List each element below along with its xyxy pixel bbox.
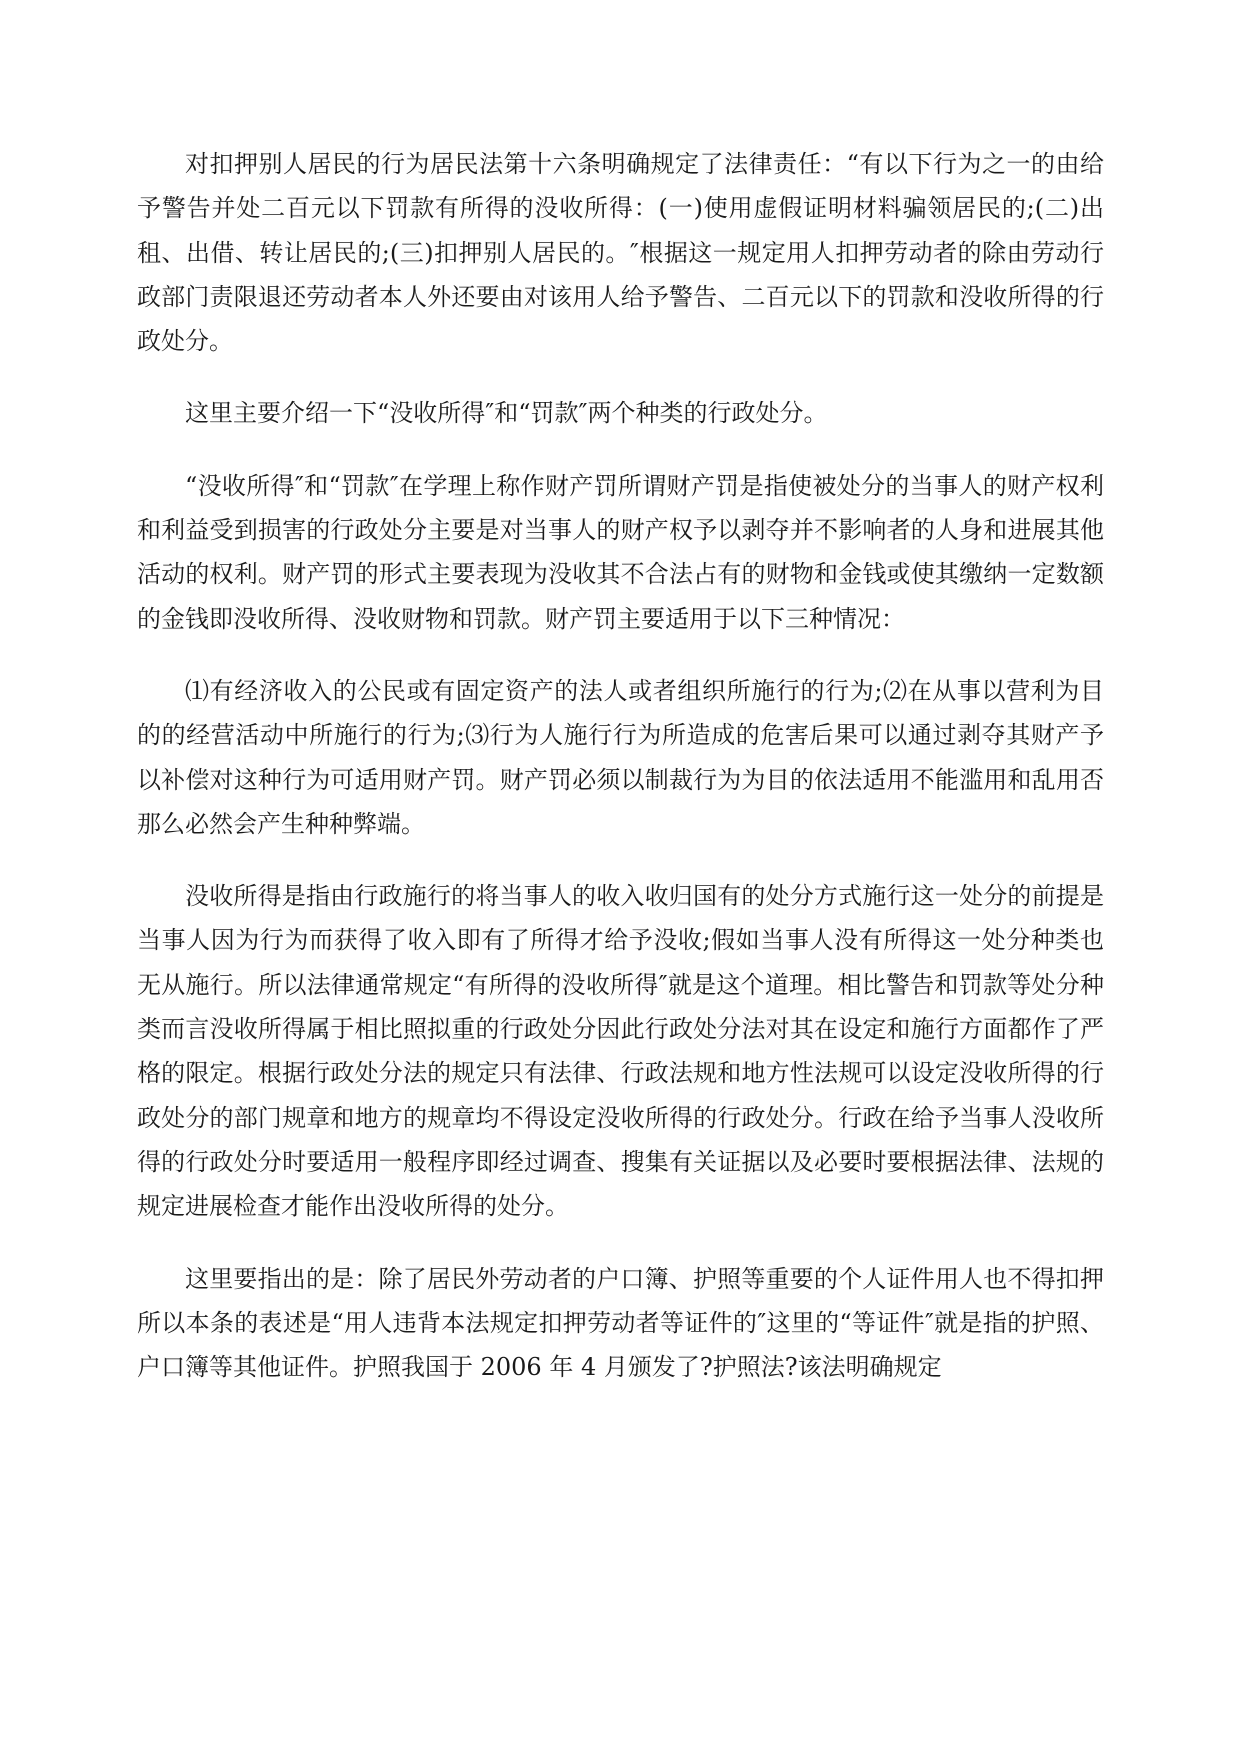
paragraph-6: 这里要指出的是：除了居民外劳动者的户口簿、护照等重要的个人证件用人也不得扣押所以本条的表述是“用人违背本法规定扣押劳动者等证件的″这里的“等证件″就是指的护照、户口簿等其他证件。护照我国于 2006 年 4 月颁发了?护照法?该法明确规定 xyxy=(137,1264,1104,1382)
paragraph-5: 没收所得是指由行政施行的将当事人的收入收归国有的处分方式施行这一处分的前提是当事人因为行为而获得了收入即有了所得才给予没收;假如当事人没有所得这一处分种类也无从施行。所以法律通常规定“有所得的没收所得″就是这个道理。相比警告和罚款等处分种类而言没收所得属于相比照拟重的行政处分因此行政处分法对其在设定和施行方面都作了严格的限定。根据行政处分法的规定只有法律、行政法规和地方性法规可以设定没收所得的行政处分的部门规章和地方的规章均不得设定没收所得的行政处分。行政在给予当事人没收所得的行政处分时要适用一般程序即经过调查、搜集有关证据以及必要时要根据法律、法规的规定进展检查才能作出没收所得的处分。 xyxy=(137,882,1104,1221)
paragraph-1: 对扣押别人居民的行为居民法第十六条明确规定了法律责任：“有以下行为之一的由给予警告并处二百元以下罚款有所得的没收所得：(一)使用虚假证明材料骗领居民的;(二)出租、出借、转让居民的;(三)扣押别人居民的。″根据这一规定用人扣押劳动者的除由劳动行政部门责限退还劳动者本人外还要由对该用人给予警告、二百元以下的罚款和没收所得的行政处分。 xyxy=(137,150,1104,356)
document-body xyxy=(137,142,1104,1417)
paragraph-2: 这里主要介绍一下“没收所得″和“罚款″两个种类的行政处分。 xyxy=(185,399,828,428)
paragraph-3: “没收所得″和“罚款″在学理上称作财产罚所谓财产罚是指使被处分的当事人的财产权利和利益受到损害的行政处分主要是对当事人的财产权予以剥夺并不影响者的人身和进展其他活动的权利。财产罚的形式主要表现为没收其不合法占有的财物和金钱或使其缴纳一定数额的金钱即没收所得、没收财物和罚款。财产罚主要适用于以下三种情况： xyxy=(137,471,1104,633)
paragraph-4: ⑴有经济收入的公民或有固定资产的法人或者组织所施行的行为;⑵在从事以营利为目的的经营活动中所施行的行为;⑶行为人施行行为所造成的危害后果可以通过剥夺其财产予以补偿对这种行为可适用财产罚。财产罚必须以制裁行为为目的依法适用不能滥用和乱用否那么必然会产生种种弊端。 xyxy=(137,676,1104,838)
